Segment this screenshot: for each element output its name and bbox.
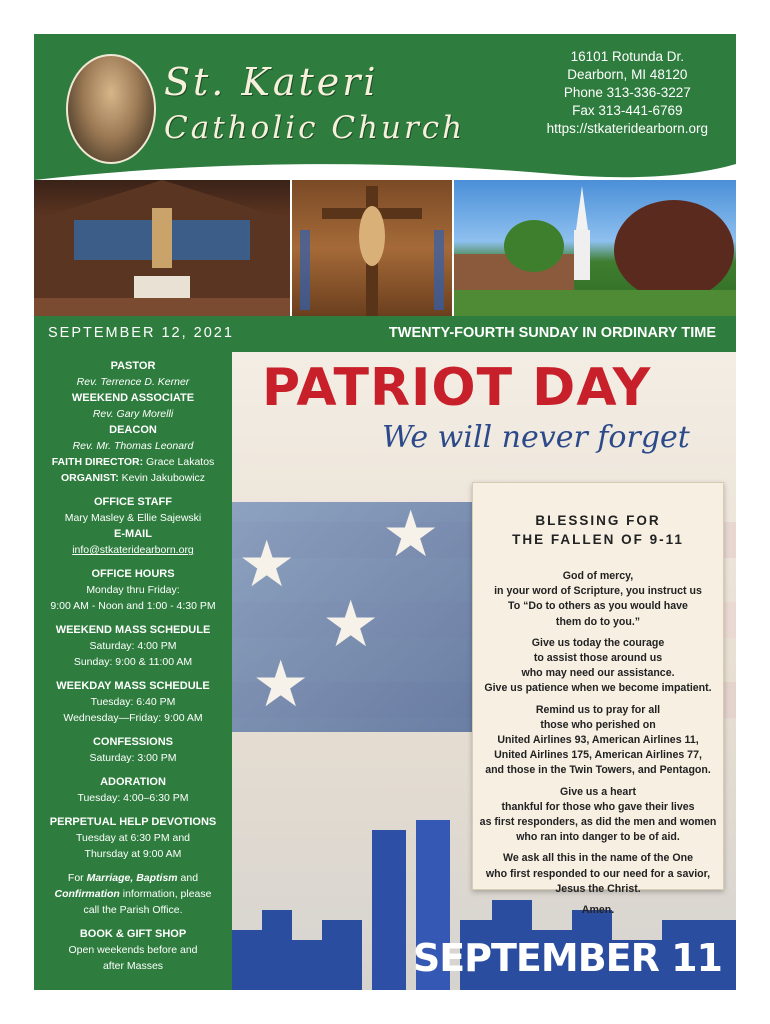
weekday-mass-wed-fri: Wednesday—Friday: 9:00 AM (63, 712, 203, 724)
contact-info (547, 48, 708, 138)
sacraments-note (34, 870, 232, 886)
weekday-mass-tuesday: Tuesday: 6:40 PM (90, 696, 176, 708)
poster-footer-date: SEPTEMBER 11 (412, 936, 722, 980)
blessing-box (472, 482, 724, 917)
weekend-mass-saturday: Saturday: 4:00 PM (89, 640, 177, 652)
star-icon: ★ (322, 588, 380, 660)
prayer-line: in your word of Scripture, you instruct us (494, 585, 702, 598)
associate-name: Rev. Gary Morelli (92, 408, 174, 420)
weekend-mass-sunday: Sunday: 9:00 & 11:00 AM (73, 656, 193, 668)
prayer-line: God of mercy, (562, 570, 634, 582)
perpetual-help-thursday: Thursday at 9:00 AM (84, 848, 182, 860)
faith-director-heading: FAITH DIRECTOR: (51, 456, 144, 468)
weekday-mass-heading: WEEKDAY MASS SCHEDULE (56, 680, 210, 692)
sanctuary-illustration (34, 180, 290, 316)
sanctuary-photo (34, 180, 290, 316)
prayer-line: United Airlines 93, American Airlines 11, (497, 734, 699, 747)
associate-heading: WEEKEND ASSOCIATE (71, 392, 195, 404)
prayer-line: them do to you.” (555, 615, 641, 628)
office-staff-heading: OFFICE STAFF (93, 496, 172, 508)
prayer-stanza (477, 851, 719, 897)
sacraments-marriage-baptism: Marriage, Baptism (86, 872, 178, 884)
organist-name: Kevin Jakubowicz (118, 472, 206, 484)
star-icon: ★ (382, 498, 440, 570)
organist-heading: ORGANIST: (60, 472, 119, 484)
sidebar-staff-schedule (34, 352, 232, 990)
header (34, 34, 736, 186)
sacraments-note-2 (34, 886, 232, 902)
blessing-prayer (477, 569, 719, 924)
blessing-title (473, 511, 723, 549)
bulletin-page (34, 34, 736, 990)
church-exterior-photo (454, 180, 736, 316)
confessions-heading: CONFESSIONS (92, 736, 174, 748)
crucifix-illustration (292, 180, 452, 316)
website-link[interactable]: https://stkateridearborn.org (546, 121, 708, 136)
office-staff-names: Mary Masley & Ellie Sajewski (64, 512, 202, 524)
prayer-line: Jesus the Christ. (555, 882, 641, 895)
sacraments-confirmation: Confirmation (54, 888, 120, 900)
city-address: Dearborn, MI 48120 (567, 67, 688, 82)
gift-shop-heading: BOOK & GIFT SHOP (79, 928, 187, 940)
confessions-time: Saturday: 3:00 PM (89, 752, 177, 764)
prayer-line: who ran into danger to be of aid. (516, 831, 680, 844)
prayer-line: thankful for those who gave their lives (501, 800, 695, 813)
adoration-time: Tuesday: 4:00–6:30 PM (77, 792, 189, 804)
prayer-line: those who perished on (540, 718, 656, 731)
bulletin-date: SEPTEMBER 12, 2021 (48, 325, 234, 341)
prayer-stanza (477, 636, 719, 697)
prayer-stanza (477, 569, 719, 630)
blessing-title-line1: BLESSING FOR (535, 513, 661, 528)
prayer-line: United Airlines 175, American Airlines 77, (494, 749, 702, 762)
email-link[interactable]: info@stkateridearborn.org (72, 544, 194, 556)
gift-shop-hours-1: Open weekends before and (68, 944, 198, 956)
adoration-heading: ADORATION (100, 776, 166, 788)
prayer-line: Give us patience when we become impatient. (484, 682, 712, 695)
poster-subtitle: We will never forget (382, 420, 690, 455)
star-icon: ★ (252, 648, 310, 720)
blessing-title-line2: THE FALLEN OF 9-11 (512, 532, 684, 547)
perpetual-help-tuesday: Tuesday at 6:30 PM and (75, 832, 190, 844)
office-hours-times: 9:00 AM - Noon and 1:00 - 4:30 PM (50, 600, 216, 612)
star-icon: ★ (238, 528, 296, 600)
organist (34, 470, 232, 486)
photo-strip (34, 180, 736, 316)
church-name-line1: St. Kateri (164, 60, 379, 104)
prayer-line: Remind us to pray for all (535, 703, 661, 716)
sacraments-for: For (67, 872, 87, 884)
prayer-stanza (477, 703, 719, 779)
prayer-amen: Amen. (581, 904, 615, 917)
poster-title: PATRIOT DAY (262, 358, 652, 418)
saint-kateri-statue-image (66, 54, 156, 164)
office-hours-days: Monday thru Friday: (86, 584, 180, 596)
prayer-stanza (477, 903, 719, 918)
patriot-day-poster (232, 352, 736, 990)
prayer-line: Give us today the courage (531, 636, 665, 649)
date-bar (34, 316, 736, 352)
street-address: 16101 Rotunda Dr. (570, 49, 684, 64)
prayer-stanza (477, 785, 719, 846)
sacraments-call: call the Parish Office. (83, 904, 183, 916)
prayer-line: and those in the Twin Towers, and Pentagon. (485, 764, 711, 777)
liturgical-day: TWENTY-FOURTH SUNDAY IN ORDINARY TIME (388, 325, 716, 341)
pastor-name: Rev. Terrence D. Kerner (76, 376, 190, 388)
perpetual-help-heading: PERPETUAL HELP DEVOTIONS (49, 816, 217, 828)
prayer-line: who may need our assistance. (521, 667, 675, 680)
crucifix-photo (292, 180, 452, 316)
prayer-line: We ask all this in the name of the One (503, 852, 693, 865)
sacraments-info: information, please (119, 888, 212, 900)
fax: Fax 313-441-6769 (572, 103, 683, 118)
office-hours-heading: OFFICE HOURS (91, 568, 175, 580)
phone: Phone 313-336-3227 (563, 85, 691, 100)
prayer-line: as first responders, as did the men and women (479, 816, 717, 829)
faith-director (34, 454, 232, 470)
prayer-line: To “Do to others as you would have (508, 600, 688, 613)
deacon-heading: DEACON (109, 424, 157, 436)
faith-director-name: Grace Lakatos (143, 456, 215, 468)
prayer-line: who first responded to our need for a savior, (485, 867, 711, 880)
church-name-line2: Catholic Church (164, 110, 466, 146)
email-heading: E-MAIL (114, 528, 152, 540)
prayer-line: to assist those around us (533, 652, 663, 665)
pastor-heading: PASTOR (110, 360, 156, 372)
weekend-mass-heading: WEEKEND MASS SCHEDULE (55, 624, 211, 636)
sacraments-and: and (177, 872, 199, 884)
prayer-line: Give us a heart (560, 785, 636, 798)
gift-shop-hours-2: after Masses (102, 960, 164, 972)
church-exterior-illustration (454, 180, 736, 316)
deacon-name: Rev. Mr. Thomas Leonard (72, 440, 194, 452)
